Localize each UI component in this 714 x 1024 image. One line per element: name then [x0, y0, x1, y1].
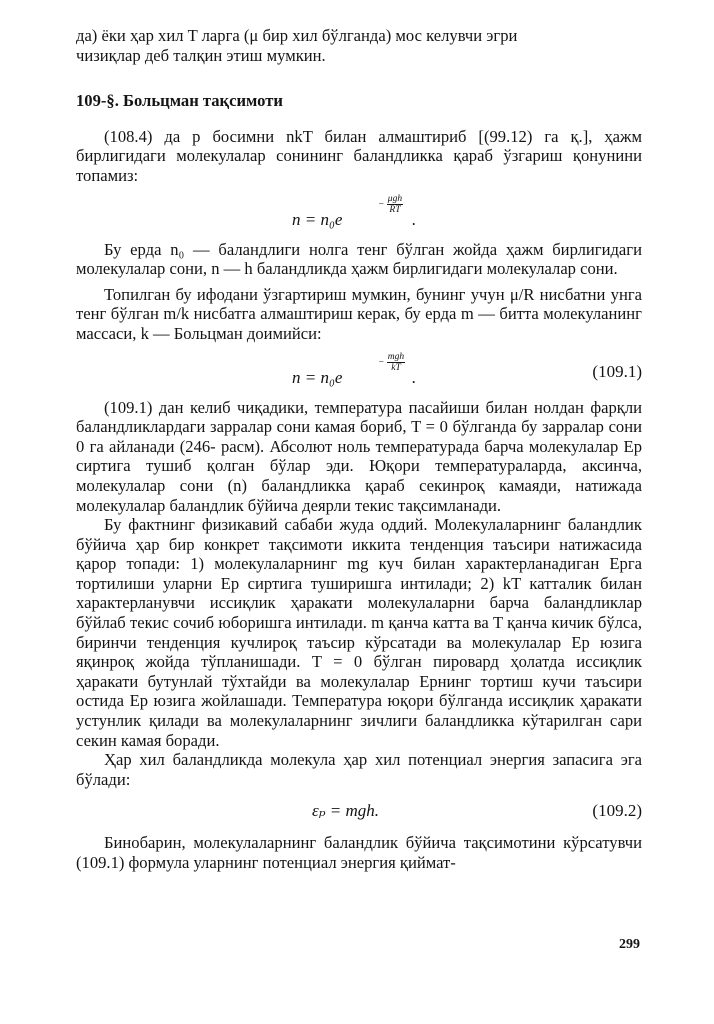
exponent-fraction [387, 194, 403, 215]
equation-number: (109.1) [592, 361, 642, 381]
equation-unnumbered [76, 186, 642, 240]
paragraph: Ҳар хил баландликда молекула ҳар хил потенциал энергия запасига эга бўлади: [76, 750, 642, 789]
page-body [76, 26, 642, 873]
equation-exponent [378, 352, 405, 373]
fraction-numerator: mgh [387, 351, 405, 362]
equation-base: n = n₀e [292, 367, 343, 387]
exponent-fraction [387, 352, 405, 373]
equation-number: (109.2) [592, 801, 642, 821]
section-title: 109-§. Больцман тақсимоти [76, 91, 283, 111]
equation-109-1 [76, 344, 642, 398]
fraction-numerator: μgh [387, 193, 403, 204]
equation-exponent [378, 194, 403, 215]
page-number: 299 [619, 937, 640, 952]
paragraph: Бинобарин, молекулаларнинг баландлик бўйича тақсимотини кўрсатувчи (109.1) формула уларнинг потенциал энергия қиймат- [76, 833, 642, 872]
paragraph: (108.4) да p босимни nkT билан алмаштириб [(99.12) га қ.], ҳажм бирлигидаги молекулалар сонининг баландликка қараб ўзгариш қонунини топамиз: [76, 126, 642, 185]
equation-109-2 [76, 789, 642, 833]
paragraph: Бу фактнинг физикавий сабаби жуда оддий. Молекулаларнинг баландлик бўйича ҳар бир конкрет тақсимоти иккита тенденция таъсири натижасида қарор топади: 1) молекулаларнинг mg куч билан характерланадиган Ерга тортилиши уларни Ер сиртига туширишга интилади; 2) kT катталик билан характерланувчи иссиқлик ҳаракати молекулаларни барча баландликлар бўйлаб текис сочиб юборишга интилади. m қанча катта ва T қанча кичик бўлса, биринчи тенденция кучлироқ таъсир кўрсатади ва молекулалар Ер юзига яқинроқ жойда тўпланишади. T = 0 бўлган пировард ҳолатда иссиқлик ҳаракати бутунлай тўхтайди ва молекулалар Ернинг тортиш кучи таъсири остида Ер юзига жойлашади. Температура юқори бўлганда иссиқлик ҳаракати устунлик қилади ва молекулаларнинг зичлиги баландликка кўтарилган сари секин камая боради. [76, 515, 642, 750]
equation-end: . [412, 209, 417, 229]
paragraph: (109.1) дан келиб чиқадики, температура пасайиши билан нолдан фарқли баландликлардаги зарралар сони камая бориб, T = 0 бўлганда бу зарралар сони 0 га айланади (246- расм). Абсолют ноль температурада барча молекулалар Ер сиртига тушиб қолган бўлар эди. Юқори температураларда, аксинча, молекулалар сони (n) баландликка қараб секинроқ камаяди, натижада молекулалар баландлик бўйича деярли текис тақсимланади. [76, 397, 642, 515]
equation-base: n = n₀e [292, 209, 343, 229]
text-line-top-2: чизиқлар деб талқин этиш мумкин. [76, 45, 326, 65]
paragraph: Топилган бу ифодани ўзгартириш мумкин, бунинг учун μ/R нисбатни унга тенг бўлган m/k нисбатга алмаштириш керак, бу ерда m — битта молекуланинг массаси, k — Больцман доимийси: [76, 284, 642, 343]
exponent-minus: − [378, 199, 385, 210]
text-line-top-1: да) ёки ҳар хил T ларга (μ бир хил бўлганда) мос келувчи эгри [76, 26, 518, 45]
paragraph: Бу ерда n₀ — баландлиги нолга тенг бўлган жойда ҳажм бирлигидаги молекулалар сони, n — h баландликда ҳажм бирлигидаги молекулалар сони. [76, 239, 642, 279]
exponent-minus: − [378, 357, 385, 368]
fraction-denominator: RT [389, 204, 401, 215]
fraction-denominator: kT [391, 362, 401, 373]
equation-end: . [412, 367, 417, 387]
equation-body: εₚ = mgh. [312, 801, 379, 821]
